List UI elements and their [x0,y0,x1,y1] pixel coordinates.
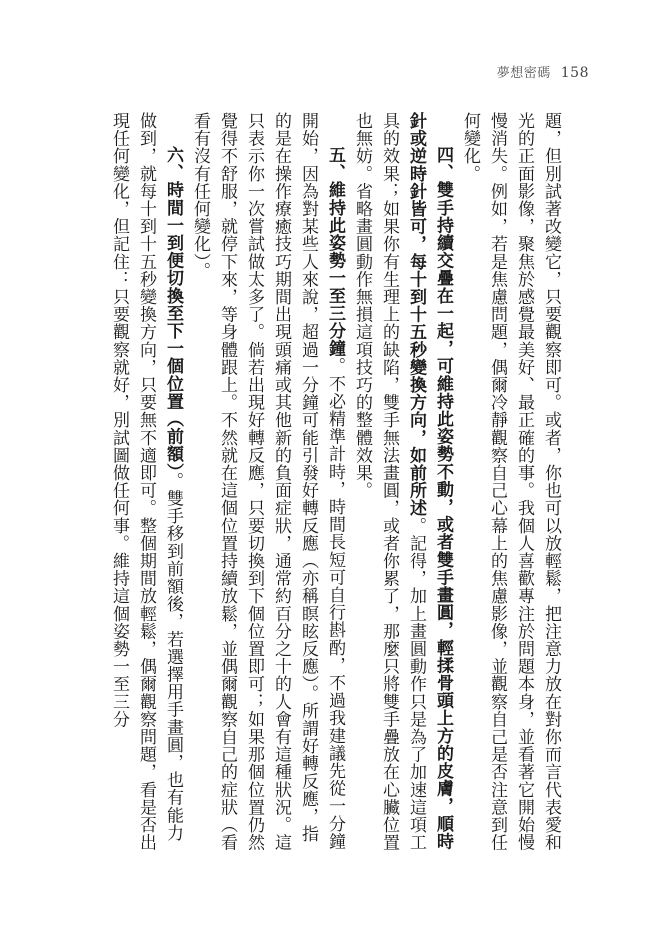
paragraph [456,112,564,852]
paragraph [186,112,348,852]
text-run: 。不必精準計時，時間長短可自行斟酌，不過我建議先從一分鐘開始，因為對某些人來說，超過一分鐘可能引發好轉反應（亦稱瞑眩反應）。所謂好轉反應，指的是在操作療癒技巧期間出現頭痛或其他新的負面症狀，通常約百分之十的人會有這種狀況。這只表示你一次嘗試做太多了。倘若出現好轉反應，只要切換到下個位置即可；如果那個位置仍然覺得不舒服，就停下來，等身體跟上。不然就在這個位置持續放鬆，並偶爾觀察自己的症狀（看看有沒有任何變化）。 [190,112,345,852]
text-run: 題，但別試著改變它，只要觀察即可。或者，你也可以放輕鬆，把注意力放在對你而言代表愛和光的正面影像，聚焦於感覺最美好、最正確的事。我個人喜歡專注於問題本身，並看著它開始慢慢消失。例如，若是焦慮問題，偶爾冷靜觀察自己心幕上的焦慮影像，並觀察自己是否注意到任何變化。 [460,112,561,852]
step-heading: 五、維持此姿勢一至三分鐘 [325,146,345,358]
running-title: 夢想密碼 [496,66,551,81]
step-heading: 六、時間一到便切換至下一個位置（前額） [163,146,183,472]
page-number: 158 [560,65,589,81]
text-run: 。記得，加上畫圓動作只是為了加速這項工具的效果；如果你有生理上的缺陷，雙手無法畫圓，或者你累了，那麼只將雙手疊放在心臟位置也無妨。省略畫圓動作無損這項技巧的整體效果。 [352,112,426,852]
paragraph [348,112,456,852]
page-body [96,112,564,852]
running-header [497,62,589,81]
text-run: 。雙手移到前額後，若選擇用手畫圓，也有能力做到，就每十到十五秒變換方向，只要無不適即可。整個期間放輕鬆，偶爾觀察問題，看是否出現任何變化，但記住：只要觀察就好，別試圖做任何事。維持這個姿勢一至三分 [109,112,183,852]
step-heading: 四、雙手持續交疊在一起，可維持此姿勢不動，或者雙手畫圓，輕揉骨頭上方的皮膚，順時針或逆時針皆可，每十到十五秒變換方向，如前所述 [406,112,453,850]
paragraph [105,112,186,852]
